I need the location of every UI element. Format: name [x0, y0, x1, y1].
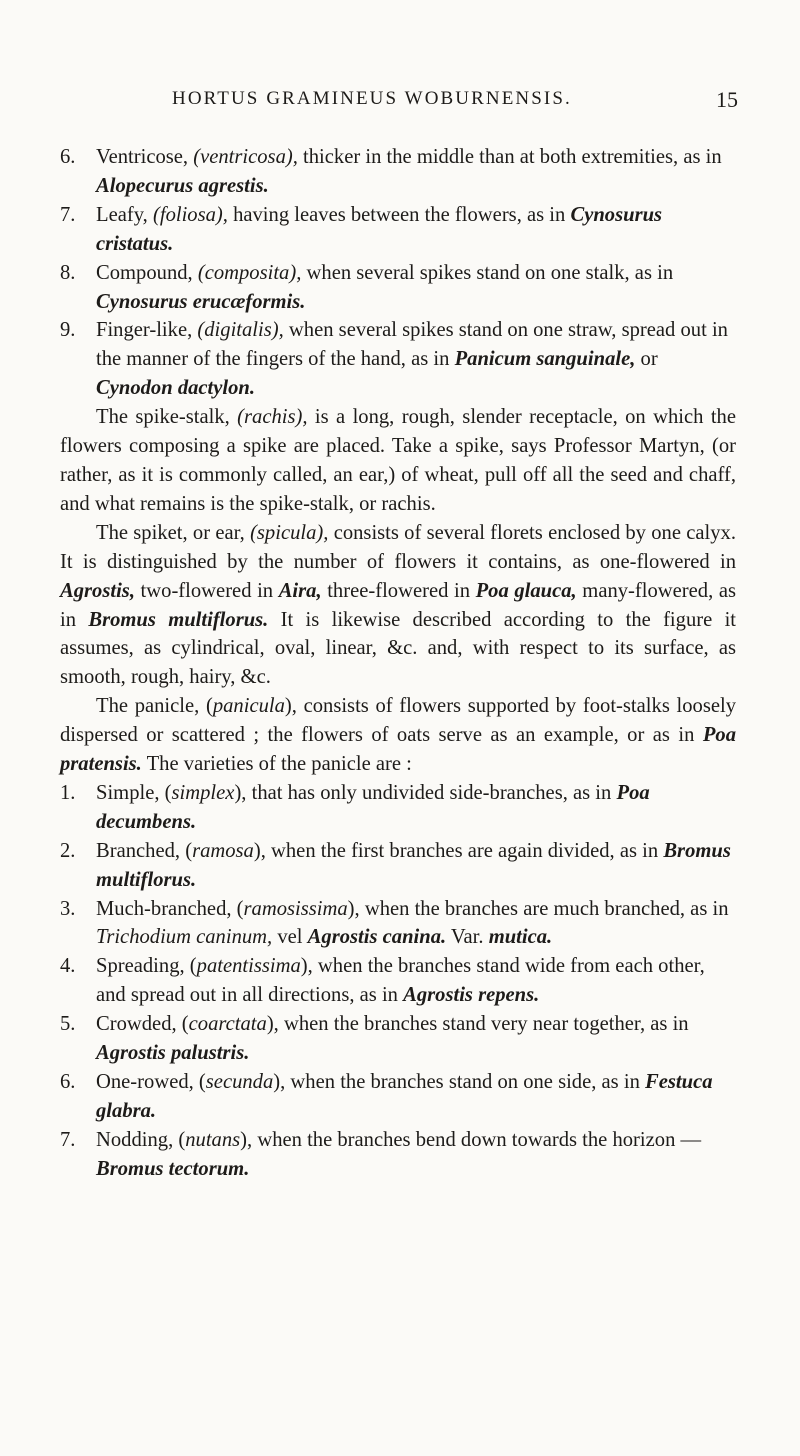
item-text: One-rowed, (secunda), when the branches stand on one side, as in Festuca glabra. [96, 1071, 713, 1122]
list-item [60, 1068, 736, 1126]
species-name: Poa decumbens. [96, 781, 650, 833]
species-name: Panicum sanguinale, [454, 348, 636, 371]
latin-term: patentissima [196, 955, 301, 978]
item-text: Finger-like, (digitalis), when several spikes stand on one straw, spread out in the manner of the fingers of the hand, as in Panicum sanguinale, or Cynodon dactylon. [96, 319, 728, 400]
list-item [60, 259, 736, 317]
list-item [60, 837, 736, 895]
latin-term: (digitalis), [197, 319, 284, 342]
list-item [60, 201, 736, 259]
latin-term: panicula [212, 695, 285, 718]
species-name: Bromus tectorum. [96, 1157, 250, 1180]
latin-term: nutans [185, 1128, 241, 1151]
list-item [60, 779, 736, 837]
item-number: 6. [60, 1071, 76, 1093]
running-title: HORTUS GRAMINEUS WOBURNENSIS. [172, 88, 572, 109]
item-number: 3. [60, 897, 76, 920]
list-item [60, 1010, 736, 1068]
species-name: Agrostis repens. [403, 984, 540, 1007]
species-name: Trichodium caninum, [96, 926, 273, 949]
paragraph-rachis: The spike-stalk, (rachis), is a long, rough, slender receptacle, on which the flowers composing a spike are placed. Take a spike, says Professor Martyn, (or rather, as it is commonly called, an ear,) of wheat, pull off all the seed and chaff, and what remains is the spike-stalk, or rachis. [60, 406, 736, 515]
species-name: Agrostis canina. [307, 926, 447, 949]
latin-term: secunda [205, 1071, 274, 1093]
latin-term: coarctata [188, 1013, 267, 1036]
list-item [60, 1126, 736, 1184]
latin-term: (ventricosa), [193, 146, 298, 168]
paragraph-panicula: The panicle, (panicula), consists of flowers supported by foot-stalks loosely dispersed or scattered ; the flowers of oats serve as an example, or as in Poa pratensis. The varieties of the panicle are : [60, 695, 736, 776]
item-number: 5. [60, 1013, 76, 1036]
species-name: Festuca glabra. [96, 1071, 713, 1122]
item-number: 8. [60, 261, 76, 284]
running-header [172, 88, 738, 118]
species-name: Poa pratensis. [60, 724, 736, 776]
latin-term: (foliosa), [152, 203, 228, 226]
list-item [60, 952, 736, 1010]
item-number: 6. [60, 146, 76, 168]
page-number: 15 [716, 87, 738, 112]
item-text: Simple, (simplex), that has only undivided side-branches, as in Poa decumbens. [96, 781, 650, 833]
item-number: 2. [60, 839, 76, 862]
latin-term: ramosa [192, 839, 254, 862]
species-name: Cynodon dactylon. [96, 377, 256, 400]
species-name: Bromus multiflorus. [88, 608, 269, 631]
page-body [60, 143, 736, 1184]
item-text: Crowded, (coarctata), when the branches stand very near together, as in Agrostis palustris. [96, 1013, 689, 1065]
latin-term: ramosissima [243, 897, 348, 920]
latin-term: simplex [171, 781, 235, 804]
species-name: Bromus multiflorus. [96, 839, 731, 891]
latin-term: (spicula), [250, 521, 329, 544]
species-name: Agrostis, [60, 579, 135, 602]
paragraph-spicula: The spiket, or ear, (spicula), consists of several florets enclosed by one calyx. It is distinguished by the number of flowers it contains, as one-flowered in Agrostis, two-flowered in Aira, three-flowered in Poa glauca, many-flowered, as in Bromus multiflorus. It is likewise described according to the figure it assumes, as cylindrical, oval, linear, &c. and, with respect to its surface, as smooth, rough, hairy, &c. [60, 521, 737, 689]
item-text: Nodding, (nutans), when the branches bend down towards the horizon — Bromus tectorum. [96, 1128, 702, 1180]
item-number: 7. [60, 1128, 76, 1151]
item-number: 7. [60, 203, 76, 226]
species-name: Agrostis palustris. [96, 1042, 250, 1065]
item-number: 9. [60, 319, 76, 342]
latin-term: (composita), [197, 261, 302, 284]
item-text: Much-branched, (ramosissima), when the branches are much branched, as in Trichodium caninum, vel Agrostis canina. Var. mutica. [96, 897, 729, 949]
variety-name: mutica. [488, 926, 553, 949]
item-text: Leafy, (foliosa), having leaves between the flowers, as in Cynosurus cristatus. [96, 203, 663, 255]
item-number: 4. [60, 955, 76, 978]
species-name: Cynosurus erucæformis. [96, 290, 306, 313]
item-number: 1. [60, 781, 76, 804]
list-item [60, 143, 736, 201]
list-item [60, 895, 736, 953]
item-text: Ventricose, (ventricosa), thicker in the middle than at both extremities, as in Alopecurus agrestis. [96, 146, 722, 197]
list-item [60, 316, 736, 403]
species-name: Poa glauca, [475, 579, 577, 602]
item-text: Spreading, (patentissima), when the branches stand wide from each other, and spread out in all directions, as in Agrostis repens. [96, 955, 705, 1007]
item-text: Compound, (composita), when several spikes stand on one stalk, as in Cynosurus erucæformis. [96, 261, 674, 313]
item-text: Branched, (ramosa), when the first branches are again divided, as in Bromus multiflorus. [96, 839, 731, 891]
species-name: Alopecurus agrestis. [96, 174, 269, 197]
species-name: Cynosurus cristatus. [96, 203, 663, 255]
latin-term: (rachis), [237, 406, 308, 429]
species-name: Aira, [278, 579, 322, 602]
